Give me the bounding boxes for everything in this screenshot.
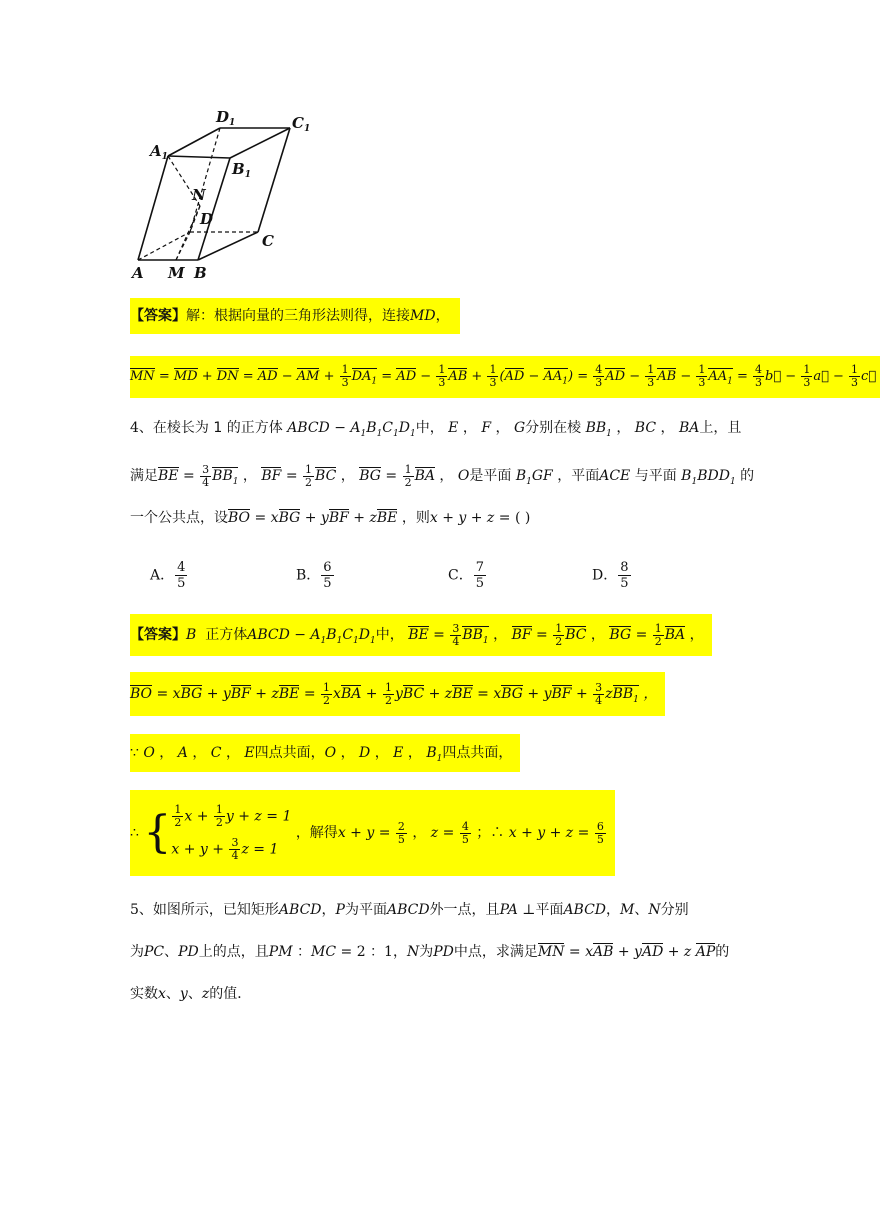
seg-n-d [190,206,200,232]
option-b[interactable]: B． $\frac{6}{5}$ [296,560,332,591]
label-a: A [132,264,144,282]
label-c1: $C_1$ [292,114,311,134]
edge-b1-b [198,158,230,260]
q4-line2: 满足BE = $\frac{3}{4}$ $BB_1$ ， BF = $\frac{1}{2}$ BC ， BG = $\frac{1}{2}$ BA ， O是平面 $B_1GF$ ，平面ACE 与平面 $B_1BDD_1$ 的 [130,462,755,489]
label-c: C [262,232,274,250]
label-a1: $A_1$ [150,142,168,162]
label-n: N [192,186,206,204]
edge-a1-a [138,156,168,260]
edge-a1-b1 [168,156,230,158]
q5-line2: 为PC、PD上的点，且PM ：MC = 2 ：1，N为PD中点，求满足MN = xAB + yAD + z AP的 [130,944,730,960]
label-d: D [200,210,214,228]
edge-a1-d1 [168,128,220,156]
label-d1: $D_1$ [216,108,236,128]
q5-line1: 5、如图所示，已知矩形ABCD，P为平面ABCD外一点，且PA ⊥平面ABCD，M、N分别 [130,902,689,918]
answer4-line4: ∴ { $\frac{1}{2}$ x + $\frac{1}{2}$ y + z = 1 x + y + $\frac{3}{4}$ z = 1 ，解得x + y = $\frac{2}{5}$ ， z = $\frac{4}{5}$ ；∴ x + y + z = $\frac{6}{5}$ [130,790,615,876]
parallelepiped-figure [128,108,318,286]
option-a[interactable]: A． $\frac{4}{5}$ [150,560,186,591]
q5-line3: 实数x、y、z的值． [130,986,252,1002]
option-d[interactable]: D． $\frac{8}{5}$ [592,560,629,591]
label-m: M [168,264,185,282]
edge-b1-c1 [230,128,290,158]
q4-line3: 一个公共点，设BO = xBG + yBF + zBE ，则x + y + z = ( ) [130,510,531,526]
answer-tag: 【答案】 [130,308,186,324]
label-b: B [194,264,207,282]
answer4-line2: BO = xBG + yBF + zBE = $\frac{1}{2}$ xBA + $\frac{1}{2}$ yBC + zBE = xBG + yBF + $\frac{3}{4}$ zBB$_1$ ， [130,672,665,716]
edge-c1-c [258,128,290,232]
answer3-line1: 【答案】解：根据向量的三角形法则得，连接MD， [130,298,460,334]
answer3-equation: MN = MD + DN = AD − AM + $\frac{1}{3}$ $DA_1$ = AD − $\frac{1}{3}$ AB + $\frac{1}{3}$ $(AD - AA_1)$ = $\frac{4}{3}$ AD − $\frac{1}{3}$ AB − $\frac{1}{3}$ $AA_1$ = $\frac{4}{3}$ b⃗ − $\frac{1}{3}$ a⃗ − $\frac{1}{3}$ c⃗ [130,356,880,398]
answer4-line3: ∵ O ， A ， C ， E四点共面，O ， D ， E ， $B_1$四点共面， [130,734,520,772]
edge-b-c [198,232,258,260]
q4-line1: 4、在棱长为 1 的正方体 ABCD − $A_1B_1C_1D_1$中， E ， F ， G分别在棱 $BB_1$ ， BC ， BA上，且 [130,420,742,439]
option-c[interactable]: C． $\frac{7}{5}$ [448,560,484,591]
answer3-text: 解：根据向量的三角形法则得，连接 [186,308,410,324]
answer4-line1: 【答案】B 正方体ABCD − $A_1B_1C_1D_1$中， BE = $\frac{3}{4}$ $BB_1$ ， BF = $\frac{1}{2}$ BC ， BG = $\frac{1}{2}$ BA ， [130,614,712,656]
label-b1: $B_1$ [232,160,251,180]
